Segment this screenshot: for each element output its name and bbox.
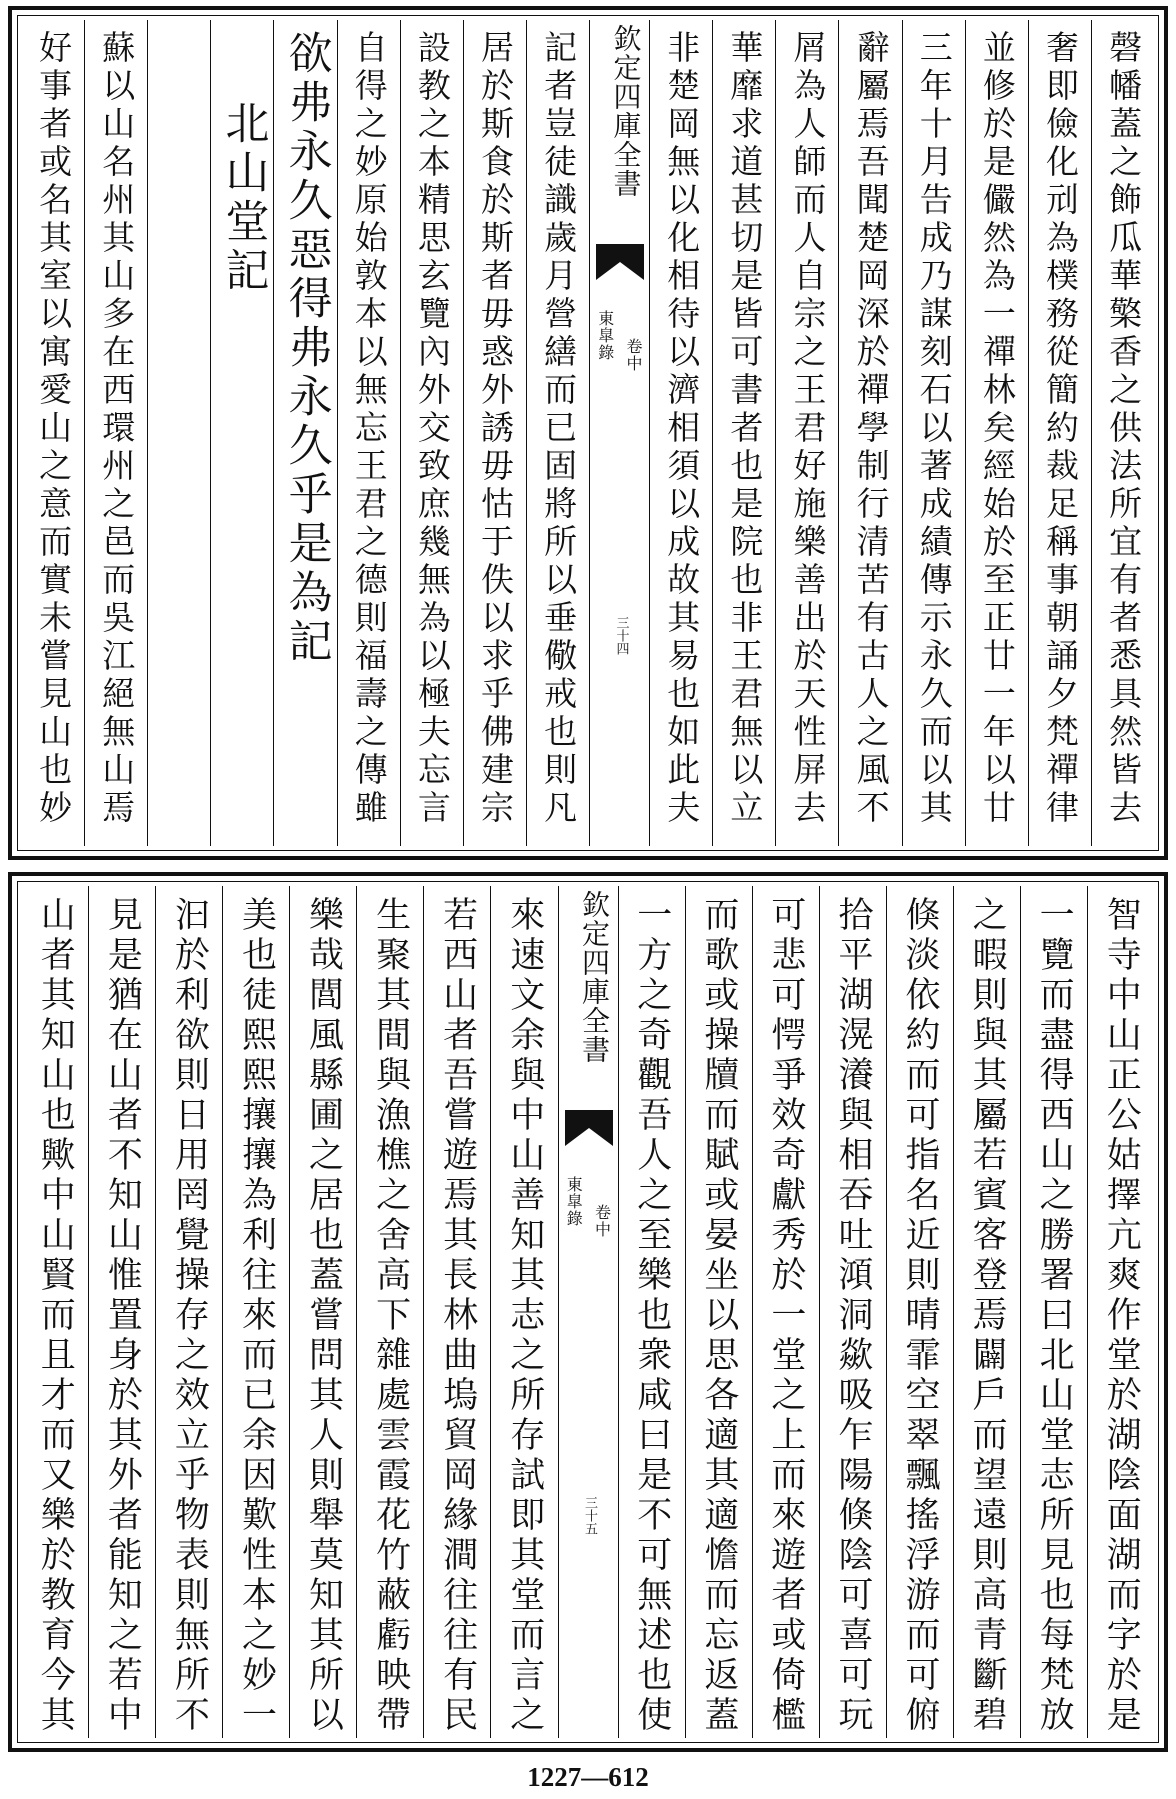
text-column: 來速文余與中山善知其志之所存試即其堂而言之 <box>490 886 557 1738</box>
text-column: 見是猶在山者不知山惟置身於其外者能知之若中 <box>88 886 155 1738</box>
text-column: 蘇以山名州其山多在西環州之邑而吳江絕無山焉 <box>84 20 147 846</box>
text-column: 華靡求道甚切是皆可書者也是院也非王君無以立 <box>712 20 775 846</box>
section-title: 北山堂記 <box>217 100 269 296</box>
volume-label: 卷中 <box>592 1204 612 1238</box>
text-column: 山者其知山也歟中山賢而且才而又樂於教育今其 <box>35 896 76 1736</box>
text-column: 並修於是儼然為一禪林矣經始於至正廿一年以廿 <box>965 20 1028 846</box>
text-column: 辭屬焉吾聞楚岡深於禪學制行清苦有古人之風不 <box>838 20 901 846</box>
text-column: 自得之妙原始敦本以無忘王君之德則福壽之傳雖 <box>337 20 400 846</box>
lower-columns <box>22 886 1154 1738</box>
section-title-column <box>210 20 273 846</box>
text-column: 生聚其間與漁樵之舍高下雜處雲霞花竹蔽虧映帶 <box>356 886 423 1738</box>
book-title: 東皐錄 <box>564 1176 584 1227</box>
text-column: 好事者或名其室以寓愛山之意而實未嘗見山也妙 <box>34 30 74 828</box>
text-column: 之暇則與其屬若賓客登焉闢戶而望遠則高青斷碧 <box>953 886 1020 1738</box>
text-column: 欲弗永久惡得弗永久乎是為記 <box>273 20 336 846</box>
text-column: 三年十月告成乃謀刻石以著成績傳示永久而以其 <box>902 20 965 846</box>
text-column: 非楚岡無以化相待以濟相須以成故其易也如此夫 <box>649 20 712 846</box>
text-column: 倏淡依約而可指名近則晴霏空翠飄搖浮游而可俯 <box>886 886 953 1738</box>
text-column: 一覽而盡得西山之勝署曰北山堂志所見也每梵放 <box>1020 886 1087 1738</box>
text-column: 一方之奇觀吾人之至樂也衆咸曰是不可無述也使 <box>618 886 685 1738</box>
fishtail-mark-icon <box>565 1108 613 1148</box>
text-column: 奢即儉化刓為樸務從簡約裁足稱事朝誦夕梵禪律 <box>1028 20 1091 846</box>
text-column: 而歌或操牘而賦或晏坐以思各適其適憺而忘返蓋 <box>685 886 752 1738</box>
text-column: 若西山者吾嘗遊焉其長林曲塢貿岡緣澗往往有民 <box>423 886 490 1738</box>
fishtail-mark-icon <box>596 242 644 282</box>
page-footer-number: 1227—612 <box>527 1762 649 1792</box>
blank-column <box>147 20 210 846</box>
text-column: 智寺中山正公姑擇亢爽作堂於湖陰面湖而字於是 <box>1087 886 1154 1738</box>
volume-label: 卷中 <box>624 338 643 372</box>
text-column: 磬幡蓋之飾瓜華檠香之供法所宜有者悉具然皆去 <box>1091 20 1154 846</box>
book-title: 東皐錄 <box>595 310 615 361</box>
center-gutter <box>589 20 649 846</box>
series-title: 欽定四庫全書 <box>609 24 643 198</box>
text-column: 記者豈徒識歲月營繕而已固將所以垂儆戒也則凡 <box>526 20 589 846</box>
text-column: 美也徒熙熙攘攘為利往來而已余因歎性本之妙一 <box>222 886 289 1738</box>
text-column: 樂哉閭風縣圃之居也蓋嘗問其人則舉莫知其所以 <box>289 886 356 1738</box>
lower-page <box>8 872 1168 1752</box>
text-column: 居於斯食於斯者毋惑外誘毋怙于佚以求乎佛建宗 <box>463 20 526 846</box>
upper-page <box>8 6 1168 860</box>
upper-columns <box>22 20 1154 846</box>
text-column: 汩於利欲則日用罔覺操存之效立乎物表則無所不 <box>155 886 222 1738</box>
text-column: 設教之本精思玄覽內外交致庶幾無為以極夫忘言 <box>400 20 463 846</box>
page-number: 三十四 <box>613 616 629 655</box>
page-number: 三十五 <box>582 1496 597 1535</box>
text-column: 屑為人師而人自宗之王君好施樂善出於天性屏去 <box>775 20 838 846</box>
text-column: 拾平湖滉瀁與相吞吐澒洞歘吸乍陽倏陰可喜可玩 <box>819 886 886 1738</box>
center-gutter <box>558 886 618 1738</box>
text-column: 可悲可愕爭效奇獻秀於一堂之上而來遊者或倚檻 <box>752 886 819 1738</box>
series-title: 欽定四庫全書 <box>578 890 611 1064</box>
